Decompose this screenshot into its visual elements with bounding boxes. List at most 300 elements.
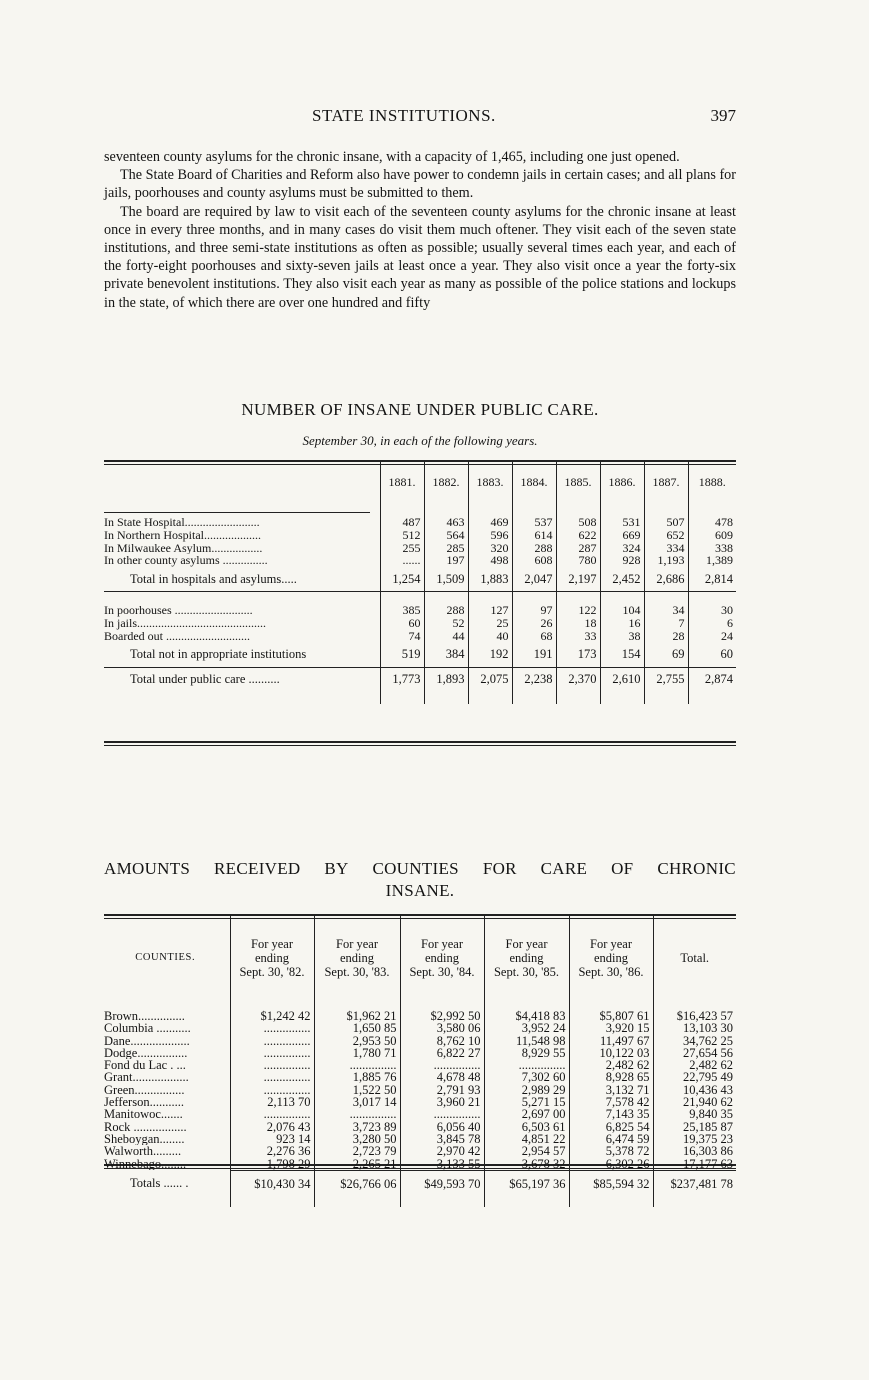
cell: 2,970 42	[400, 1145, 484, 1157]
cell: 3,845 78	[400, 1133, 484, 1145]
cell: 324	[600, 542, 644, 555]
cell: 16,303 86	[653, 1145, 736, 1157]
cell: 519	[380, 643, 424, 668]
cell: 4,851 22	[484, 1133, 569, 1145]
cell: 2,954 57	[484, 1145, 569, 1157]
cell	[688, 502, 736, 516]
amounts-received-table	[104, 916, 736, 1207]
table-row	[104, 630, 736, 643]
header-line: For year	[336, 937, 378, 951]
cell: 2,076 43	[230, 1121, 314, 1133]
cell	[556, 692, 600, 704]
cell	[569, 1000, 653, 1010]
body-text	[104, 148, 736, 312]
insane-under-care-table	[104, 462, 736, 704]
cell: 5,271 15	[484, 1096, 569, 1108]
cell: $2,992 50	[400, 1010, 484, 1022]
cell: 25,185 87	[653, 1121, 736, 1133]
cell: $4,418 83	[484, 1010, 569, 1022]
cell: 26	[512, 617, 556, 630]
title-word: BY	[324, 859, 349, 878]
table-header-row	[104, 916, 736, 1000]
cell: 923 14	[230, 1133, 314, 1145]
page-title: STATE INSTITUTIONS.	[312, 106, 496, 125]
spacer-row	[104, 502, 736, 516]
cell: 537	[512, 516, 556, 529]
cell: 2,482 62	[569, 1059, 653, 1071]
cell: 69	[644, 643, 688, 668]
cell: ...............	[400, 1108, 484, 1120]
cell: 9,840 35	[653, 1108, 736, 1120]
cell	[380, 692, 424, 704]
cell: 191	[512, 643, 556, 668]
year-header	[484, 916, 569, 1000]
cell: $26,766 06	[314, 1170, 400, 1197]
cell	[600, 692, 644, 704]
row-label: Total under public care ..........	[104, 667, 380, 692]
cell: 74	[380, 630, 424, 643]
page-number: 397	[710, 106, 736, 125]
cell: 8,929 55	[484, 1047, 569, 1059]
cell: 7	[644, 617, 688, 630]
cell: ...............	[230, 1035, 314, 1047]
cell: 2,452	[600, 567, 644, 592]
cell: 1882.	[424, 462, 468, 502]
table-row	[104, 1133, 736, 1145]
header-line: For year	[590, 937, 632, 951]
cell: 2,697 00	[484, 1108, 569, 1120]
county-name: Manitowoc.......	[104, 1108, 183, 1121]
cell: 17,177 63	[653, 1158, 736, 1171]
cell: 2,874	[688, 667, 736, 692]
cell: 4,678 48	[400, 1071, 484, 1083]
cell: 60	[688, 643, 736, 668]
cell: 10,122 03	[569, 1047, 653, 1059]
cell: 16	[600, 617, 644, 630]
cell: 2,686	[644, 567, 688, 592]
cell	[400, 1197, 484, 1207]
table-row	[104, 1010, 736, 1022]
cell: 10,436 43	[653, 1084, 736, 1096]
cell: 2,723 79	[314, 1145, 400, 1157]
cell: 1885.	[556, 462, 600, 502]
cell	[512, 692, 556, 704]
cell: 2,953 50	[314, 1035, 400, 1047]
row-label	[104, 692, 380, 704]
cell: $16,423 57	[653, 1010, 736, 1022]
running-head	[104, 106, 736, 128]
cell: 928	[600, 554, 644, 567]
title-word: FOR	[482, 859, 517, 878]
cell: $5,807 61	[569, 1010, 653, 1022]
cell: ...............	[230, 1108, 314, 1120]
title-word: COUNTIES	[372, 859, 459, 878]
cell: 1883.	[468, 462, 512, 502]
table-row	[104, 1047, 736, 1059]
cell	[314, 1197, 400, 1207]
cell	[230, 1000, 314, 1010]
cell: 3,132 71	[569, 1084, 653, 1096]
cell: 1888.	[688, 462, 736, 502]
year-header	[569, 916, 653, 1000]
cell: 24	[688, 630, 736, 643]
cell: 3,017 14	[314, 1096, 400, 1108]
county-name: Winnebago........	[104, 1157, 187, 1171]
cell	[556, 502, 600, 516]
cell: ...............	[230, 1059, 314, 1071]
cell: 1881.	[380, 462, 424, 502]
county-name: Dodge................	[104, 1046, 188, 1060]
cell	[380, 502, 424, 516]
cell: $1,242 42	[230, 1010, 314, 1022]
cell: 60	[380, 617, 424, 630]
cell: $85,594 32	[569, 1170, 653, 1197]
cell: ...............	[230, 1084, 314, 1096]
county-name: Jefferson...........	[104, 1096, 184, 1109]
cell: 28	[644, 630, 688, 643]
table-row	[104, 1035, 736, 1047]
table-row	[104, 1096, 736, 1108]
cell	[644, 502, 688, 516]
paragraph: seventeen county asylums for the chronic insane, with a capacity of 1,465, including one just opened.	[104, 149, 680, 165]
cell	[380, 592, 424, 605]
cell: ......	[380, 554, 424, 567]
cell: 6,056 40	[400, 1121, 484, 1133]
cell: 1,885 76	[314, 1071, 400, 1083]
cell: 3,280 50	[314, 1133, 400, 1145]
cell: 40	[468, 630, 512, 643]
cell	[644, 592, 688, 605]
spacer-row	[104, 592, 736, 605]
cell: 6,503 61	[484, 1121, 569, 1133]
header-line: Sept. 30, '82.	[239, 965, 305, 979]
cell: 288	[512, 542, 556, 555]
cell: 25	[468, 617, 512, 630]
cell	[424, 502, 468, 516]
cell	[468, 502, 512, 516]
counties-header: COUNTIES.	[135, 952, 196, 963]
title-word: OF	[611, 859, 634, 878]
cell: 2,276 36	[230, 1145, 314, 1157]
cell: 780	[556, 554, 600, 567]
cell: 3,678 32	[484, 1158, 569, 1171]
year-header	[314, 916, 400, 1000]
cell: 8,762 10	[400, 1035, 484, 1047]
cell: 6,822 27	[400, 1047, 484, 1059]
table-row	[104, 1084, 736, 1096]
cell: 38	[600, 630, 644, 643]
totals-label: Totals ...... .	[130, 1176, 189, 1191]
title-word: CARE	[540, 859, 588, 878]
table-row	[104, 529, 736, 542]
cell	[314, 1000, 400, 1010]
table-row	[104, 1145, 736, 1157]
cell: 27,654 56	[653, 1047, 736, 1059]
header-line: For year	[505, 937, 548, 951]
cell	[569, 1197, 653, 1207]
header-line: ending	[509, 951, 544, 965]
cell	[512, 592, 556, 605]
table2-title-line2: INSANE.	[385, 881, 455, 900]
header-line: Sept. 30, '83.	[324, 965, 390, 979]
cell: 34,762 25	[653, 1035, 736, 1047]
cell	[400, 1000, 484, 1010]
cell: 97	[512, 604, 556, 617]
row-label	[104, 502, 380, 516]
header-line: ending	[593, 951, 629, 965]
county-name: Dane...................	[104, 1034, 190, 1047]
cell: 507	[644, 516, 688, 529]
table-row	[104, 1108, 736, 1120]
table1-subtitle: September 30, in each of the following years.	[302, 433, 538, 448]
table-row	[104, 604, 736, 617]
cell: 2,814	[688, 567, 736, 592]
cell: 385	[380, 604, 424, 617]
cell: 1886.	[600, 462, 644, 502]
row-label: Total in hospitals and asylums.....	[130, 571, 297, 586]
cell: 173	[556, 643, 600, 668]
cell: 19,375 23	[653, 1133, 736, 1145]
cell: 2,610	[600, 667, 644, 692]
cell: 609	[688, 529, 736, 542]
cell: 44	[424, 630, 468, 643]
cell: 463	[424, 516, 468, 529]
cell: ...............	[230, 1071, 314, 1083]
cell: 285	[424, 542, 468, 555]
cell: 127	[468, 604, 512, 617]
spacer-row	[104, 1197, 736, 1207]
cell: 21,940 62	[653, 1096, 736, 1108]
cell	[484, 1000, 569, 1010]
spacer-row	[104, 1000, 736, 1010]
cell: 2,075	[468, 667, 512, 692]
cell	[468, 692, 512, 704]
cell: 104	[600, 604, 644, 617]
county-name: Columbia ...........	[104, 1022, 191, 1035]
table-row	[104, 1158, 736, 1171]
cell: 18	[556, 617, 600, 630]
cell: 1,509	[424, 567, 468, 592]
cell: 11,497 67	[569, 1035, 653, 1047]
cell: ...............	[400, 1059, 484, 1071]
header-line: ending	[339, 951, 375, 965]
cell: 531	[600, 516, 644, 529]
cell: 1884.	[512, 462, 556, 502]
cell: 3,133 55	[400, 1158, 484, 1171]
title-word: AMOUNTS	[104, 859, 191, 878]
table-row	[104, 554, 736, 567]
cell: 6,474 59	[569, 1133, 653, 1145]
cell	[600, 592, 644, 605]
row-label	[104, 1000, 230, 1010]
cell: 1,254	[380, 567, 424, 592]
header-line: ending	[254, 951, 290, 965]
cell: 122	[556, 604, 600, 617]
cell: $49,593 70	[400, 1170, 484, 1197]
county-name: Fond du Lac . ...	[104, 1059, 186, 1072]
cell: 608	[512, 554, 556, 567]
cell	[230, 1197, 314, 1207]
cell: 197	[424, 554, 468, 567]
cell: 3,960 21	[400, 1096, 484, 1108]
cell: 3,723 89	[314, 1121, 400, 1133]
cell	[556, 592, 600, 605]
cell: 287	[556, 542, 600, 555]
cell: 255	[380, 542, 424, 555]
cell: 622	[556, 529, 600, 542]
row-label: Total not in appropriate institutions	[130, 647, 307, 662]
cell: 6,825 54	[569, 1121, 653, 1133]
cell: 669	[600, 529, 644, 542]
cell	[512, 502, 556, 516]
year-header	[230, 916, 314, 1000]
cell: $10,430 34	[230, 1170, 314, 1197]
row-label: In Northern Hospital...................	[104, 528, 261, 542]
row-label: In Milwaukee Asylum.................	[104, 541, 263, 555]
cell: 512	[380, 529, 424, 542]
cell: ...............	[314, 1108, 400, 1120]
cell: 6	[688, 617, 736, 630]
year-header	[400, 916, 484, 1000]
cell	[688, 692, 736, 704]
table-row	[104, 1071, 736, 1083]
cell: 3,920 15	[569, 1022, 653, 1034]
cell	[644, 692, 688, 704]
cell: 7,143 35	[569, 1108, 653, 1120]
header-line: For year	[421, 937, 463, 951]
total-row	[104, 667, 736, 692]
row-label: In jails...........................................	[104, 616, 266, 630]
county-name: Brown...............	[104, 1010, 185, 1023]
table-row	[104, 617, 736, 630]
county-name: Walworth.........	[104, 1145, 182, 1158]
cell: 52	[424, 617, 468, 630]
header-line: Sept. 30, '86.	[578, 965, 644, 979]
cell: $237,481 78	[653, 1170, 736, 1197]
cell: 30	[688, 604, 736, 617]
cell: 13,103 30	[653, 1022, 736, 1034]
cell	[653, 1000, 736, 1010]
cell: 478	[688, 516, 736, 529]
cell: 508	[556, 516, 600, 529]
table1-title: NUMBER OF INSANE UNDER PUBLIC CARE.	[241, 400, 599, 419]
cell: 498	[468, 554, 512, 567]
cell: 192	[468, 643, 512, 668]
paragraph: The board are required by law to visit each of the seventeen county asylums for the chronic insane at least once in every three months, and in many cases do visit them much oftener. They visit each of the seven state institutions, and three semi-state institutions as often as possible; usually several times each year, and each of the forty-eight poorhouses and sixty-seven jails at least once a year. They also visit once a year the forty-six private benevolent institutions. They also visit each year as many as possible of the police stations and lockups in the state, of which there are over one hundred and fifty	[104, 203, 736, 311]
row-label: Boarded out ............................	[104, 629, 250, 643]
cell	[484, 1197, 569, 1207]
cell: 6,302 26	[569, 1158, 653, 1171]
cell: 11,548 98	[484, 1035, 569, 1047]
cell: 2,989 29	[484, 1084, 569, 1096]
table-row	[104, 1121, 736, 1133]
title-word: RECEIVED	[214, 859, 301, 878]
table-row	[104, 1059, 736, 1071]
cell: 487	[380, 516, 424, 529]
cell: 1,798 29	[230, 1158, 314, 1171]
cell: 2,113 70	[230, 1096, 314, 1108]
cell: 1,780 71	[314, 1047, 400, 1059]
cell	[424, 692, 468, 704]
cell: 1,883	[468, 567, 512, 592]
table-row	[104, 542, 736, 555]
total-header: Total.	[653, 916, 736, 1000]
cell: 320	[468, 542, 512, 555]
row-label: In other county asylums ...............	[104, 554, 268, 568]
cell: 154	[600, 643, 644, 668]
total-row	[104, 643, 736, 668]
totals-row	[104, 1170, 736, 1197]
cell: 338	[688, 542, 736, 555]
row-label: In poorhouses ..........................	[104, 604, 253, 617]
total-row	[104, 567, 736, 592]
table-header-row	[104, 462, 736, 502]
row-label	[104, 462, 380, 502]
cell: $1,962 21	[314, 1010, 400, 1022]
cell: ...............	[314, 1059, 400, 1071]
row-label: In State Hospital.........................	[104, 516, 260, 529]
cell: 8,928 65	[569, 1071, 653, 1083]
table2-title	[104, 858, 736, 902]
county-name: Green................	[104, 1083, 185, 1097]
cell: 1,389	[688, 554, 736, 567]
spacer-row	[104, 692, 736, 704]
cell: $65,197 36	[484, 1170, 569, 1197]
table-row	[104, 1022, 736, 1034]
cell: 614	[512, 529, 556, 542]
county-name: Grant..................	[104, 1071, 189, 1084]
cell: 469	[468, 516, 512, 529]
cell: 652	[644, 529, 688, 542]
cell: 3,952 24	[484, 1022, 569, 1034]
cell: 2,047	[512, 567, 556, 592]
cell: 1,522 50	[314, 1084, 400, 1096]
header-line: Sept. 30, '85.	[493, 965, 560, 979]
cell: 334	[644, 542, 688, 555]
row-label	[104, 592, 380, 605]
cell: 7,302 60	[484, 1071, 569, 1083]
cell	[688, 592, 736, 605]
cell	[468, 592, 512, 605]
cell: 33	[556, 630, 600, 643]
cell: 1,193	[644, 554, 688, 567]
cell: 384	[424, 643, 468, 668]
title-word: CHRONIC	[657, 859, 736, 878]
cell: 1887.	[644, 462, 688, 502]
cell: 2,265 21	[314, 1158, 400, 1171]
cell: 1,893	[424, 667, 468, 692]
cell: 2,791 93	[400, 1084, 484, 1096]
cell: 2,755	[644, 667, 688, 692]
cell: 1,773	[380, 667, 424, 692]
cell	[653, 1197, 736, 1207]
cell: 1,650 85	[314, 1022, 400, 1034]
cell: 2,238	[512, 667, 556, 692]
header-line: ending	[424, 951, 460, 965]
cell: ...............	[230, 1047, 314, 1059]
table-row	[104, 516, 736, 529]
header-line: For year	[251, 937, 293, 951]
row-label	[104, 1197, 230, 1207]
cell: ...............	[484, 1059, 569, 1071]
cell: 2,197	[556, 567, 600, 592]
cell: 564	[424, 529, 468, 542]
cell: ...............	[230, 1022, 314, 1034]
cell: 3,580 06	[400, 1022, 484, 1034]
cell: 596	[468, 529, 512, 542]
county-name: Sheboygan........	[104, 1132, 185, 1146]
cell: 2,370	[556, 667, 600, 692]
